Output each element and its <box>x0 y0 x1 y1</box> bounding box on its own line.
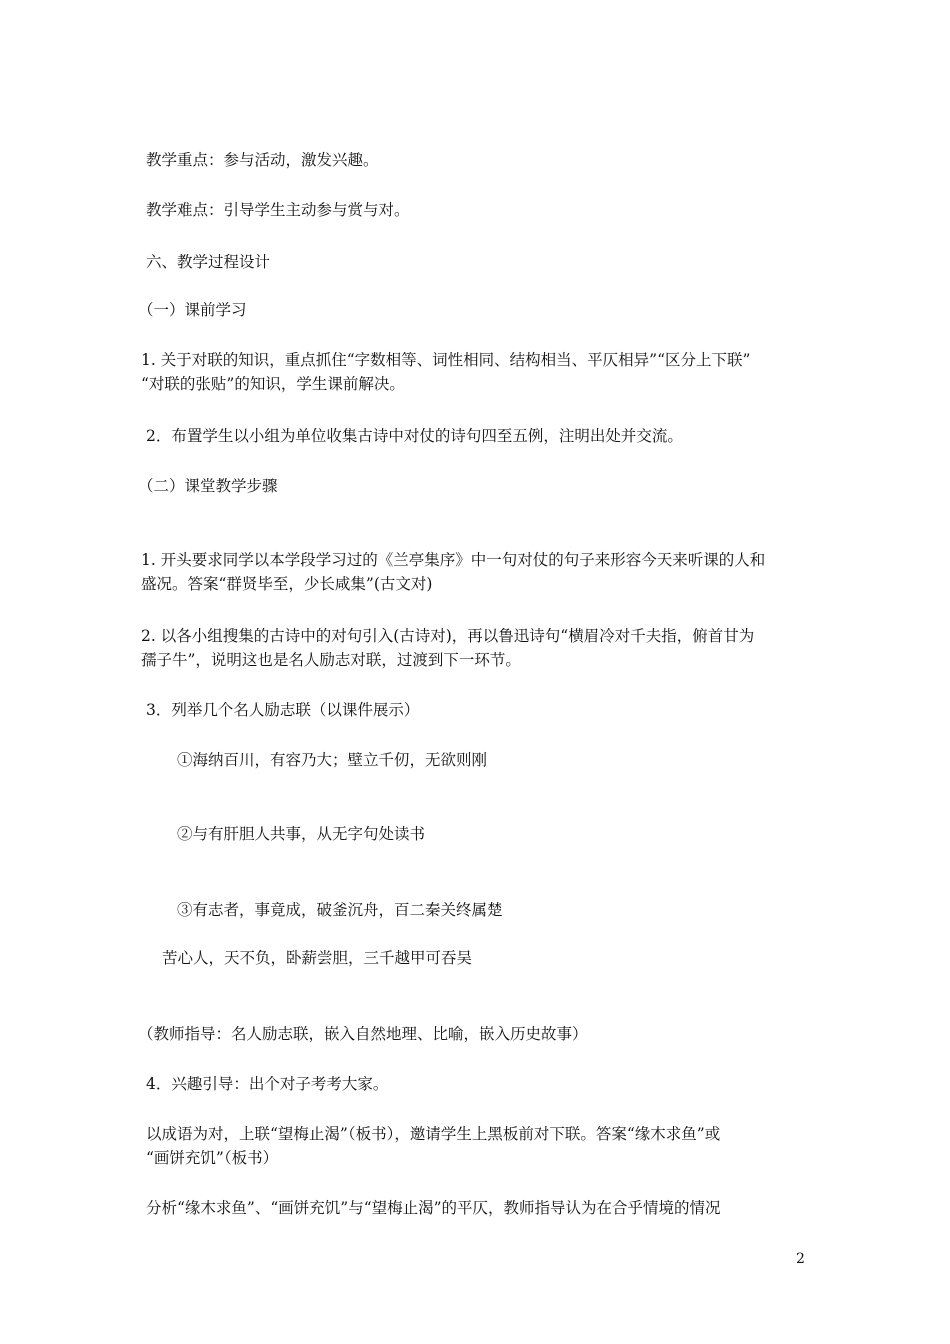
couplet-3-upper: ③有志者，事竟成，破釜沉舟，百二秦关终属楚 <box>177 901 503 919</box>
couplet-1: ①海纳百川，有容乃大；壁立千仞，无欲则刚 <box>177 751 488 769</box>
heading-class-steps: （二）课堂教学步骤 <box>138 477 278 495</box>
page-number: 2 <box>796 1251 805 1267</box>
paragraph-tonal-analysis: 分析“缘木求鱼”、“画饼充饥”与“望梅止渴”的平仄，教师指导认为在合乎情境的情况 <box>146 1199 721 1217</box>
teacher-guidance-note: （教师指导：名人励志联，嵌入自然地理、比喻，嵌入历史故事） <box>138 1025 588 1043</box>
paragraph-line: 2. 以各小组搜集的古诗中的对句引入(古诗对)，再以鲁迅诗句“横眉冷对千夫指，俯首甘为 <box>141 627 755 645</box>
paragraph-step-1 <box>141 548 803 596</box>
paragraph-step-3: 3．列举几个名人励志联（以课件展示） <box>146 701 420 719</box>
paragraph-idiom-couplet <box>146 1122 808 1170</box>
paragraph-line: 1. 关于对联的知识，重点抓住“字数相等、词性相同、结构相当、平仄相异”“区分上下联” <box>141 351 751 369</box>
heading-section-six: 六、教学过程设计 <box>146 253 271 271</box>
paragraph-teaching-difficulty: 教学难点：引导学生主动参与赏与对。 <box>146 201 410 219</box>
paragraph-line: 盛况。答案“群贤毕至，少长咸集”(古文对) <box>141 575 433 593</box>
couplet-2: ②与有肝胆人共事，从无字句处读书 <box>177 825 426 843</box>
paragraph-line: 1. 开头要求同学以本学段学习过的《兰亭集序》中一句对仗的句子来形容今天来听课的人和 <box>141 551 766 569</box>
paragraph-line: 孺子牛”，说明这也是名人励志对联，过渡到下一环节。 <box>141 651 521 669</box>
paragraph-line: “画饼充饥”（板书） <box>146 1149 279 1167</box>
paragraph-item-2: 2．布置学生以小组为单位收集古诗中对仗的诗句四至五例，注明出处并交流。 <box>146 427 683 445</box>
paragraph-item-1 <box>141 348 803 396</box>
couplet-3-lower: 苦心人，天不负，卧薪尝胆，三千越甲可吞吴 <box>162 949 473 967</box>
paragraph-teaching-focus: 教学重点：参与活动，激发兴趣。 <box>146 151 379 169</box>
heading-pre-class: （一）课前学习 <box>138 301 247 319</box>
paragraph-step-2 <box>141 624 803 672</box>
paragraph-step-4: 4．兴趣引导：出个对子考考大家。 <box>146 1075 389 1093</box>
paragraph-line: “对联的张贴”的知识，学生课前解决。 <box>141 375 405 393</box>
paragraph-line: 以成语为对，上联“望梅止渴”（板书），邀请学生上黑板前对下联。答案“缘木求鱼”或 <box>146 1125 721 1143</box>
